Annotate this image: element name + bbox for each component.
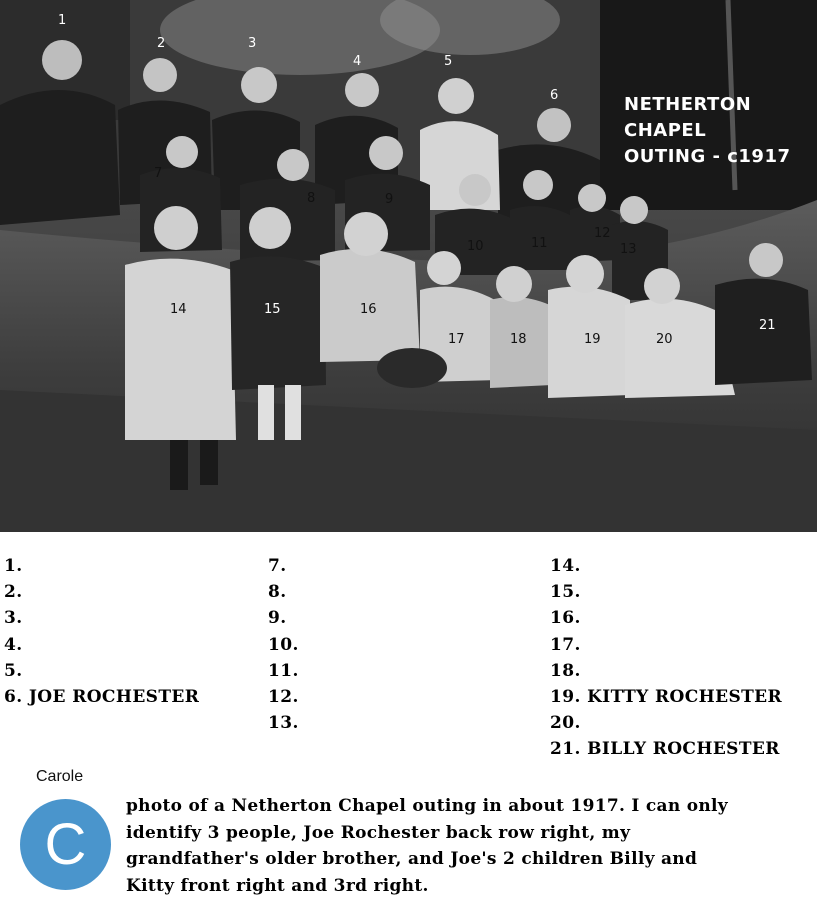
key-entry: 11.: [268, 660, 299, 681]
person-number: 5: [444, 54, 453, 69]
key-entry: 1.: [4, 556, 23, 576]
person-number: 1: [58, 13, 67, 28]
caption-line: NETHERTON: [624, 94, 752, 115]
person-number: 9: [385, 192, 394, 207]
key-entry: 3.: [4, 608, 23, 629]
key-entry: 19. KITTY ROCHESTER: [550, 686, 783, 707]
key-entry: 17.: [550, 634, 581, 655]
caption-line: CHAPEL: [624, 120, 707, 141]
photo-caption: [624, 92, 791, 170]
comment-line: identify 3 people, Joe Rochester back row right, my: [126, 822, 631, 843]
person-number: 4: [353, 54, 362, 69]
person-number: 18: [510, 332, 527, 347]
comment-line: photo of a Netherton Chapel outing in about 1917. I can only: [126, 796, 728, 816]
person-number: 15: [264, 302, 281, 317]
comment-line: Kitty front right and 3rd right.: [126, 875, 429, 896]
person-number: 21: [759, 318, 776, 333]
key-entry: 13.: [268, 713, 299, 734]
key-column: [268, 553, 299, 736]
person-number: 17: [448, 332, 465, 347]
caption-line: OUTING - c1917: [624, 146, 791, 167]
key-entry: 2.: [4, 582, 23, 603]
key-entry: 6. JOE ROCHESTER: [4, 686, 200, 707]
comment-body: [126, 793, 816, 899]
person-number: 7: [154, 166, 163, 181]
person-number: 2: [157, 36, 166, 51]
identification-key: [0, 553, 817, 763]
person-number: 11: [531, 236, 548, 251]
person-number: 19: [584, 332, 601, 347]
key-entry: 18.: [550, 660, 581, 681]
person-number: 6: [550, 88, 559, 103]
key-entry: 4.: [4, 634, 23, 655]
key-entry: 20.: [550, 713, 581, 734]
avatar[interactable]: C: [20, 799, 111, 890]
person-number: 14: [170, 302, 187, 317]
comment-line: grandfather's older brother, and Joe's 2 children Billy and: [126, 849, 698, 869]
person-number: 10: [467, 239, 484, 254]
key-column: [4, 553, 199, 710]
key-entry: 14.: [550, 556, 581, 576]
key-entry: 7.: [268, 556, 287, 576]
comment-author[interactable]: Carole: [36, 768, 84, 785]
key-entry: 15.: [550, 582, 581, 603]
key-entry: 5.: [4, 660, 23, 681]
key-entry: 12.: [268, 686, 299, 707]
key-entry: 10.: [268, 634, 299, 655]
key-entry: 16.: [550, 608, 581, 629]
person-number: 13: [620, 242, 637, 257]
person-number: 16: [360, 302, 377, 317]
key-entry: 8.: [268, 582, 287, 603]
key-entry: 21. BILLY ROCHESTER: [550, 739, 780, 760]
person-number: 3: [248, 36, 257, 51]
person-number: 20: [656, 332, 673, 347]
person-number: 8: [307, 191, 316, 206]
key-entry: 9.: [268, 608, 287, 629]
person-number: 12: [594, 226, 611, 241]
key-column: [550, 553, 782, 763]
